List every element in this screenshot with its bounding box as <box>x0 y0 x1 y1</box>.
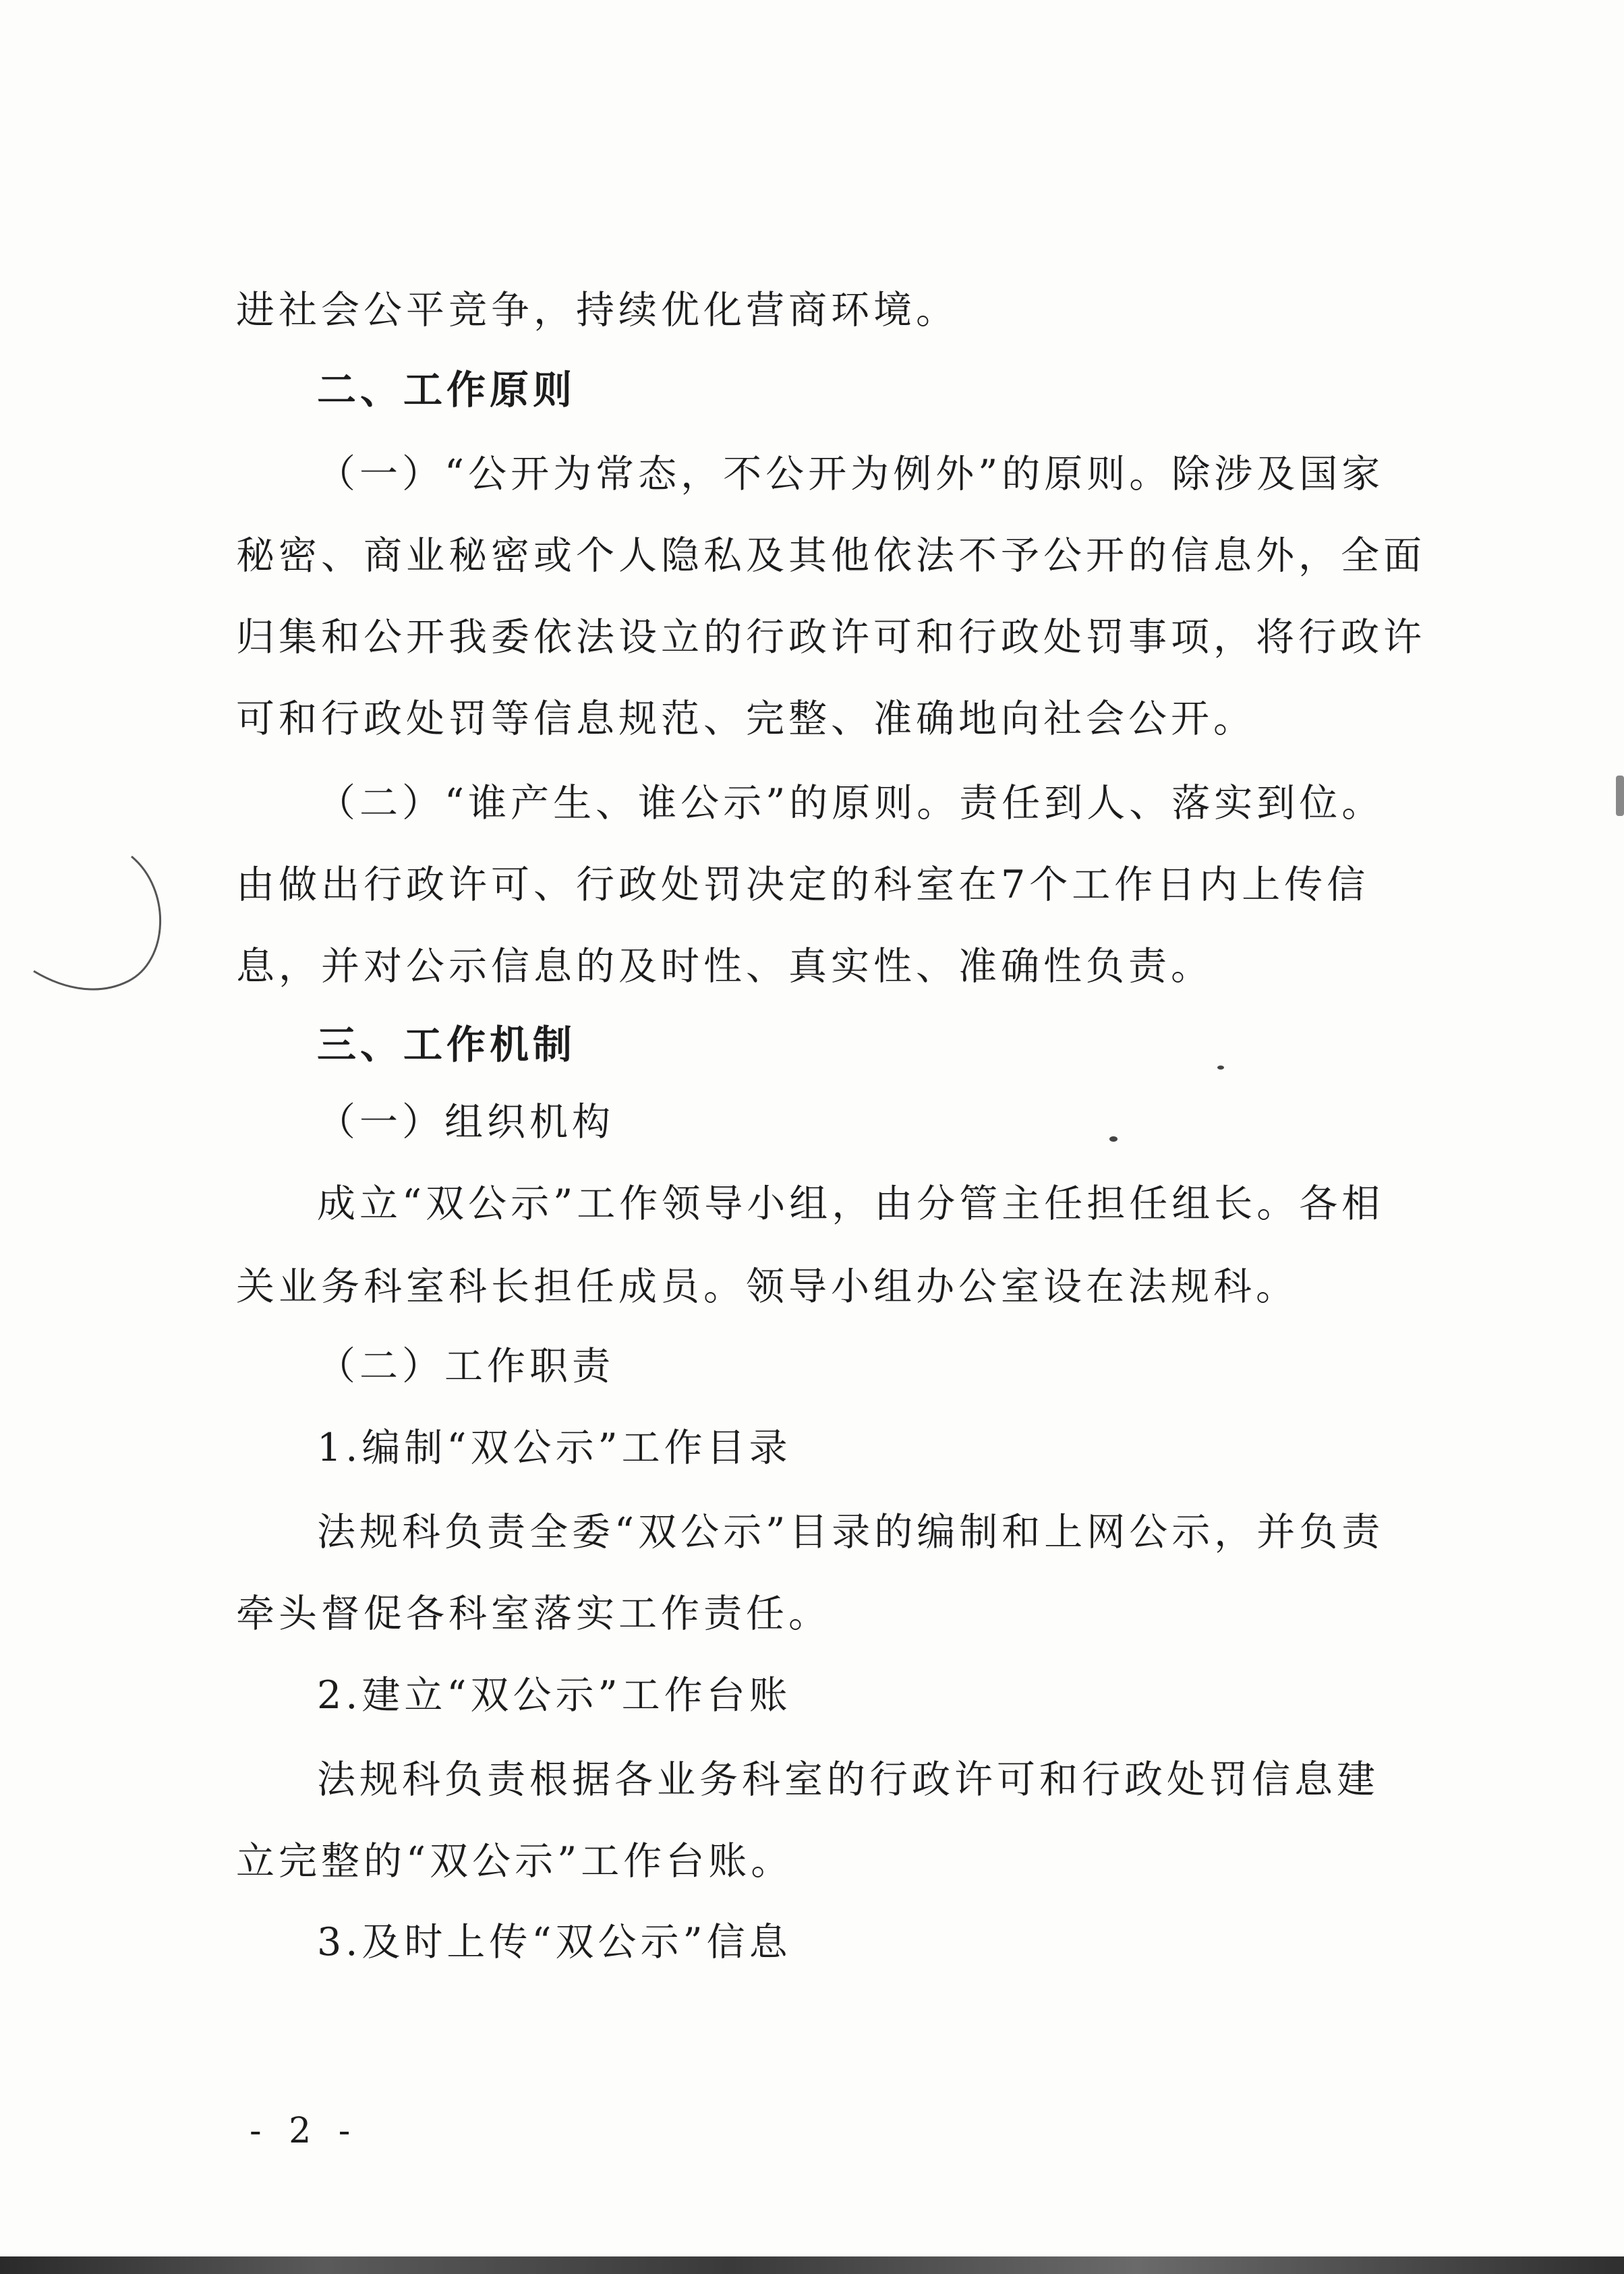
paragraph-line: 归集和公开我委依法设立的行政许可和行政处罚事项，将行政许 <box>236 615 1426 660</box>
paragraph-line: 法规科负责全委“双公示”目录的编制和上网公示，并负责 <box>317 1510 1385 1554</box>
scan-speck <box>1217 1066 1224 1070</box>
paragraph-line: 关业务科室科长担任成员。领导小组办公室设在法规科。 <box>236 1264 1298 1309</box>
paragraph-line: （二）“谁产生、谁公示”的原则。责任到人、落实到位。 <box>317 781 1385 825</box>
subsection-heading: （一）组织机构 <box>317 1100 614 1144</box>
section-heading: 三、工作机制 <box>317 1022 577 1068</box>
section-heading: 二、工作原则 <box>317 367 577 413</box>
paragraph-line: 由做出行政许可、行政处罚决定的科室在7个工作日内上传信 <box>236 863 1370 907</box>
paragraph-line: 法规科负责根据各业务科室的行政许可和行政处罚信息建 <box>317 1757 1379 1802</box>
paragraph-line: （一）“公开为常态，不公开为例外”的原则。除涉及国家 <box>317 452 1385 496</box>
subsection-heading: （二）工作职责 <box>317 1344 614 1389</box>
binding-hole-mark <box>20 843 175 1005</box>
paragraph-line: 立完整的“双公示”工作台账。 <box>236 1839 794 1884</box>
list-item-heading: 3.及时上传“双公示”信息 <box>317 1920 792 1964</box>
scan-speck <box>1109 1136 1118 1142</box>
paragraph-line: 息，并对公示信息的及时性、真实性、准确性负责。 <box>236 944 1213 989</box>
paragraph-line: 进社会公平竞争，持续优化营商环境。 <box>236 288 958 332</box>
list-item-heading: 1.编制“双公示”工作目录 <box>317 1426 792 1470</box>
paragraph-line: 秘密、商业秘密或个人隐私及其他依法不予公开的信息外，全面 <box>236 533 1426 578</box>
scan-bottom-edge <box>0 2256 1624 2274</box>
page-number: - 2 - <box>250 2111 359 2151</box>
paragraph-line: 可和行政处罚等信息规范、完整、准确地向社会公开。 <box>236 697 1256 741</box>
scan-edge-mark <box>1616 776 1624 816</box>
paragraph-line: 成立“双公示”工作领导小组，由分管主任担任组长。各相 <box>317 1182 1385 1226</box>
list-item-heading: 2.建立“双公示”工作台账 <box>317 1673 792 1718</box>
paragraph-line: 牵头督促各科室落实工作责任。 <box>236 1592 831 1636</box>
